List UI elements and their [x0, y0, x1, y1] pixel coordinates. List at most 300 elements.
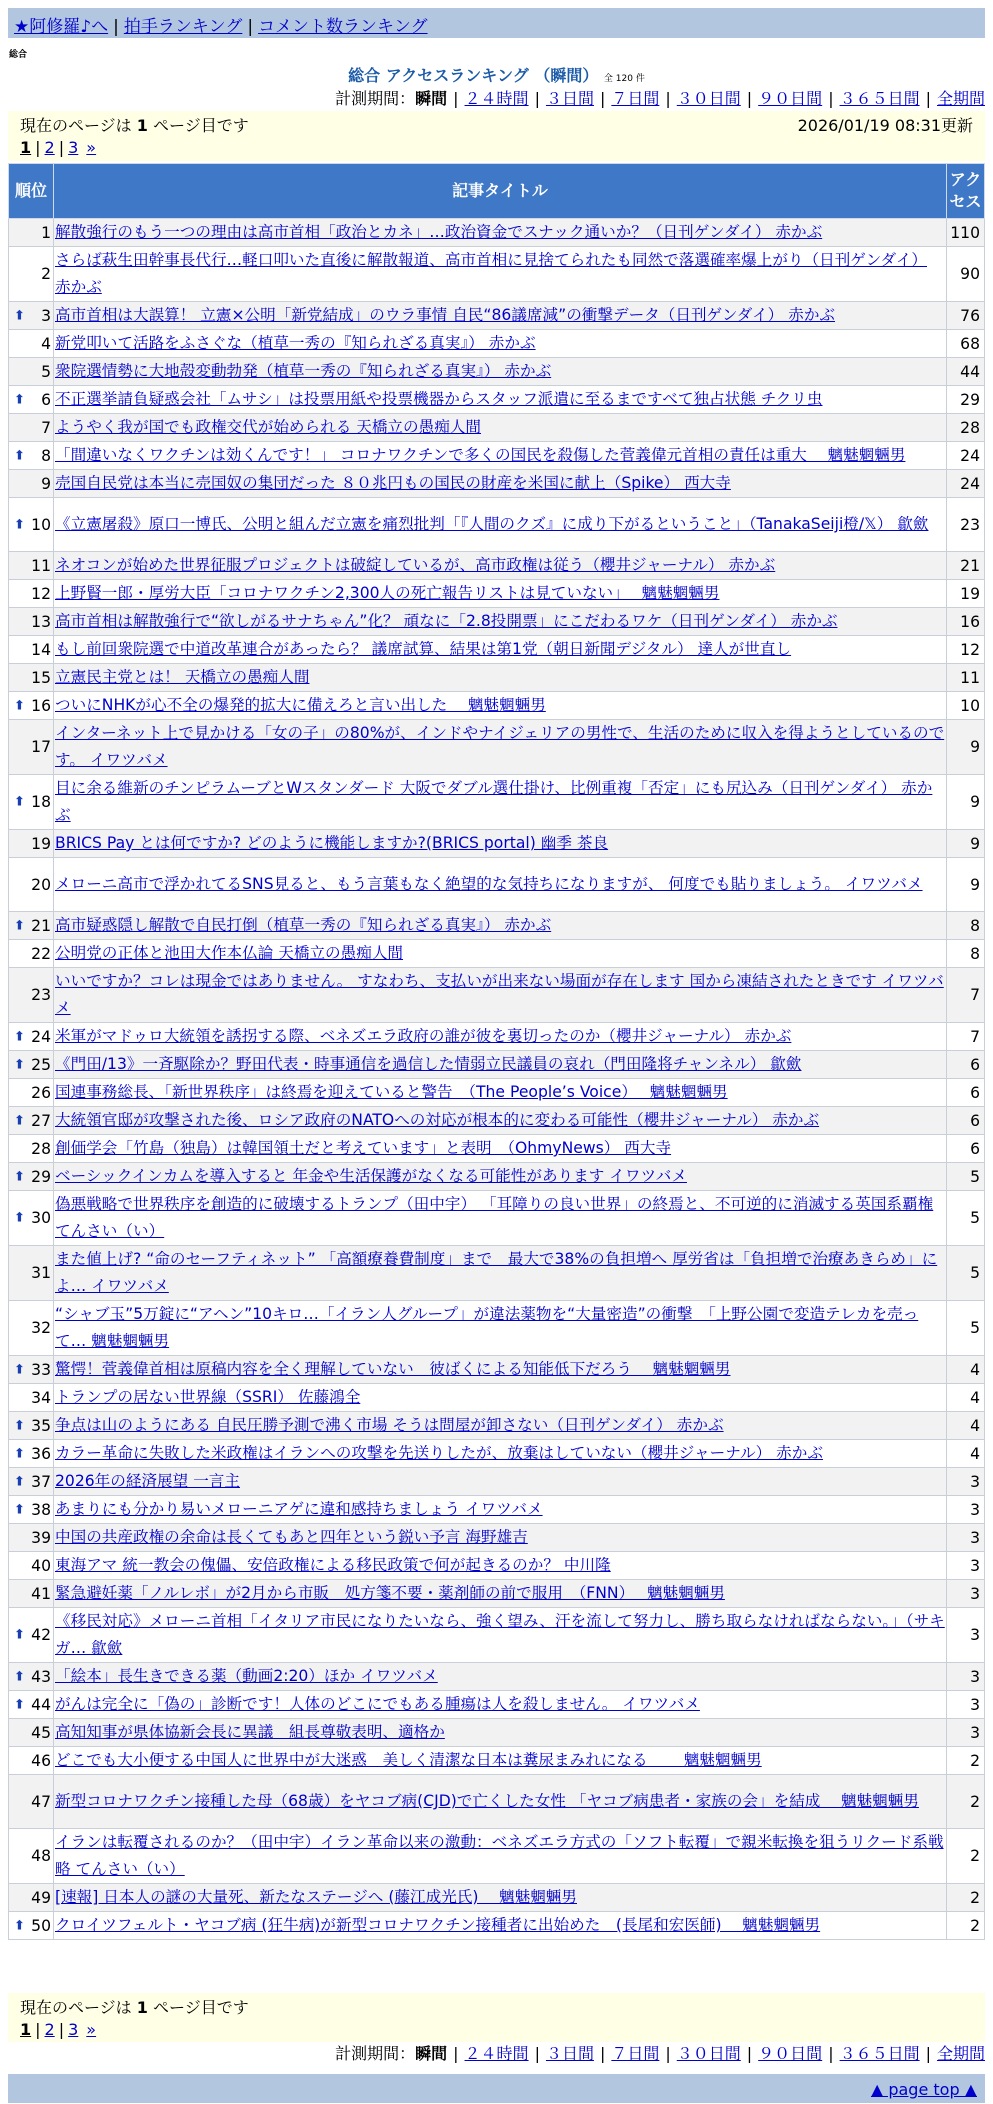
article-title-link[interactable]: 「絵本」長生きできる薬（動画2:20）ほか イワツバメ: [55, 1667, 438, 1685]
rank-up-arrow-icon: ⬆: [14, 1697, 25, 1712]
period-separator: |: [925, 89, 931, 108]
access-count: 4: [947, 1412, 985, 1440]
access-count: 8: [947, 912, 985, 940]
period-link[interactable]: ２４時間: [464, 2044, 529, 2063]
rank-cell: [9, 1775, 54, 1829]
period-link[interactable]: ９０日間: [758, 2044, 823, 2063]
period-link[interactable]: ３日間: [545, 2044, 594, 2063]
access-count: 11: [947, 664, 985, 692]
rank-up-arrow-icon: ⬆: [14, 1057, 25, 1072]
rank-number: 8: [41, 446, 51, 465]
title-cell: [54, 664, 947, 692]
title-cell: [54, 358, 947, 386]
table-row: [9, 1775, 985, 1829]
period-separator: |: [665, 89, 671, 108]
table-row: [9, 1747, 985, 1775]
rank-number: 9: [41, 474, 51, 493]
pager-top: [8, 111, 985, 161]
article-title-link[interactable]: メローニ高市で浮かれてるSNS見ると、もう言葉もなく絶望的な気持ちになりますが、 何度でも貼りましょう。 イワツバメ: [55, 875, 923, 893]
period-link[interactable]: 全期間: [936, 89, 985, 108]
article-title-link[interactable]: 公明党の正体と池田大作本仏論 天橋立の愚痴人間: [55, 944, 404, 962]
title-cell: [54, 219, 947, 247]
rank-number: 46: [31, 1751, 51, 1770]
access-count: 9: [947, 830, 985, 858]
rank-cell: [9, 1051, 54, 1079]
access-count: 21: [947, 552, 985, 580]
article-title-link[interactable]: どこでも大小便する中国人に世界中が大迷惑 美しく清潔な日本は糞尿まみれになる 魑魅魍魎男: [55, 1751, 762, 1769]
title-cell: [54, 302, 947, 330]
title-cell: [54, 1468, 947, 1496]
page-status: [20, 113, 249, 136]
table-row: [9, 1079, 985, 1107]
page-link[interactable]: 3: [68, 2020, 79, 2039]
period-link[interactable]: ９０日間: [758, 89, 823, 108]
article-title-link[interactable]: ベーシックインカムを導入すると 年金や生活保護がなくなる可能性があります イワツバメ: [55, 1167, 687, 1185]
title-cell: [54, 608, 947, 636]
article-title-link[interactable]: トランプの居ない世界線（SSRI） 佐藤鴻全: [55, 1388, 361, 1406]
clap-ranking-link[interactable]: 拍手ランキング: [123, 17, 243, 37]
article-title-link[interactable]: 不正選挙請負疑惑会社「ムサシ」は投票用紙や投票機器からスタッフ派遣に至るまですべて独占状態 チクリ虫: [55, 390, 823, 408]
period-link[interactable]: ３日間: [545, 89, 594, 108]
title-cell: [54, 1412, 947, 1440]
article-title-link[interactable]: 衆院選情勢に大地殻変動勃発（植草一秀の『知られざる真実』） 赤かぶ: [55, 362, 552, 380]
article-title-link[interactable]: 目に余る維新のチンピラムーブとWスタンダード 大阪でダブル選仕掛け、比例重複「否定」にも尻込み（日刊ゲンダイ） 赤かぶ: [55, 779, 933, 824]
rank-up-arrow-icon: ⬆: [14, 1113, 25, 1128]
page-link[interactable]: 3: [68, 138, 79, 157]
period-link[interactable]: ７日間: [611, 89, 660, 108]
article-title-link[interactable]: インターネット上で見かける「女の子」の80%が、インドやナイジェリアの男性で、生活のために収入を得ようとしているのです。 イワツバメ: [55, 724, 945, 769]
period-link[interactable]: ３０日間: [676, 2044, 741, 2063]
access-count: 3: [947, 1691, 985, 1719]
article-title-link[interactable]: 大統領官邸が攻撃された後、ロシア政府のNATOへの対応が根本的に変わる可能性（櫻井ジャーナル） 赤かぶ: [55, 1111, 820, 1129]
rank-number: 25: [31, 1055, 51, 1074]
article-title-link[interactable]: 米軍がマドゥロ大統領を誘拐する際、ベネズエラ政府の誰が彼を裏切ったのか（櫻井ジャーナル） 赤かぶ: [55, 1027, 792, 1045]
rank-cell: [9, 940, 54, 968]
article-title-link[interactable]: 《立憲屠殺》原口一博氏、公明と組んだ立憲を痛烈批判「『人間のクズ』に成り下がるということ」（TanakaSeiji橙/𝕏） 歙歛: [55, 515, 929, 533]
article-title-link[interactable]: 緊急避妊薬「ノルレボ」が2月から市販 処方箋不要・薬剤師の前で服用 （FNN） 魑魅魍魎男: [55, 1584, 725, 1602]
rank-cell: [9, 1552, 54, 1580]
title-cell: [54, 498, 947, 552]
title-cell: [54, 775, 947, 830]
title-cell: [54, 1912, 947, 1940]
title-cell: [54, 442, 947, 470]
table-row: [9, 775, 985, 830]
access-count: 7: [947, 1023, 985, 1051]
article-title-link[interactable]: イランは転覆されるのか？（田中宇）イラン革命以来の激動：ベネズエラ方式の「ソフト転覆」で親米転換を狙うリクード系戦略 てんさい（い）: [55, 1833, 944, 1878]
access-count: 29: [947, 386, 985, 414]
period-separator: |: [453, 89, 459, 108]
rank-number: 41: [31, 1584, 51, 1603]
period-separator: |: [746, 89, 753, 108]
title-cell: [54, 552, 947, 580]
article-title-link[interactable]: クロイツフェルト・ヤコブ病 (狂牛病)が新型コロナワクチン接種者に出始めた (長尾和宏医師) 魑魅魍魎男: [55, 1916, 821, 1934]
access-count: 5: [947, 1301, 985, 1356]
table-row: [9, 1524, 985, 1552]
rank-number: 28: [31, 1139, 51, 1158]
rank-number: 17: [31, 738, 51, 756]
period-current: 瞬間: [415, 2044, 448, 2063]
table-row: [9, 386, 985, 414]
next-page-link[interactable]: »: [86, 2020, 97, 2039]
table-row: [9, 219, 985, 247]
title-cell: [54, 1246, 947, 1301]
rank-cell: [9, 1747, 54, 1775]
rank-number: 22: [31, 944, 51, 963]
access-count: 76: [947, 302, 985, 330]
article-title-link[interactable]: カラー革命に失敗した米政権はイランへの攻撃を先送りしたが、放棄はしていない（櫻井ジャーナル） 赤かぶ: [55, 1444, 823, 1462]
access-count: 9: [947, 858, 985, 912]
period-link[interactable]: ３６５日間: [839, 89, 920, 108]
title-cell: [54, 1301, 947, 1356]
title-cell: [54, 1384, 947, 1412]
rank-number: 23: [31, 986, 51, 1004]
title-cell: [54, 1608, 947, 1663]
rank-cell: [9, 1163, 54, 1191]
title-cell: [54, 580, 947, 608]
updated-timestamp: 2026/01/19 08:31更新: [797, 116, 973, 135]
comment-ranking-link[interactable]: コメント数ランキング: [258, 17, 428, 37]
rank-number: 34: [31, 1388, 51, 1407]
table-row: [9, 1246, 985, 1301]
rank-number: 16: [31, 696, 51, 715]
rank-cell: [9, 1135, 54, 1163]
table-row: [9, 470, 985, 498]
article-title-link[interactable]: 売国自民党は本当に売国奴の集団だった ８０兆円もの国民の財産を米国に献上（Spike） 西大寺: [55, 474, 731, 492]
access-count: 6: [947, 1135, 985, 1163]
table-row: [9, 1107, 985, 1135]
access-count: 110: [947, 219, 985, 247]
article-title-link[interactable]: 上野賢一郎・厚労大臣「コロナワクチン2,300人の死亡報告リストは見ていない」 魑魅魍魎男: [55, 584, 720, 602]
rank-cell: [9, 636, 54, 664]
rank-number: 24: [31, 1027, 51, 1046]
access-count: 19: [947, 580, 985, 608]
rank-cell: [9, 302, 54, 330]
article-title-link[interactable]: 立憲民主党とは！ 天橋立の愚痴人間: [55, 668, 310, 686]
period-separator: |: [828, 2044, 834, 2063]
table-row: [9, 414, 985, 442]
rank-number: 45: [31, 1723, 51, 1742]
access-count: 3: [947, 1552, 985, 1580]
ranking-table: [8, 163, 985, 1940]
rank-number: 44: [31, 1695, 51, 1714]
table-row: [9, 1884, 985, 1912]
rank-up-arrow-icon: ⬆: [14, 448, 25, 463]
article-title-link[interactable]: もし前回衆院選で中道改革連合があったら？ 議席試算、結果は第1党（朝日新聞デジタル） 達人が世直し: [55, 640, 792, 658]
access-count: 3: [947, 1496, 985, 1524]
article-title-link[interactable]: 争点は山のようにある 自民圧勝予測で沸く市場 そうは問屋が卸さない（日刊ゲンダイ） 赤かぶ: [55, 1416, 724, 1434]
rank-number: 47: [31, 1792, 51, 1811]
rank-cell: [9, 247, 54, 302]
period-separator: |: [828, 89, 834, 108]
period-label: 計測期間：: [335, 2044, 416, 2063]
article-title-link[interactable]: 高市首相は解散強行で“欲しがるサナちゃん”化？ 頑なに「2.8投開票」にこだわるワケ（日刊ゲンダイ） 赤かぶ: [55, 612, 838, 630]
rank-cell: [9, 858, 54, 912]
article-title-link[interactable]: ネオコンが始めた世界征服プロジェクトは破綻しているが、高市政権は従う（櫻井ジャーナル） 赤かぶ: [55, 556, 776, 574]
rank-cell: [9, 1107, 54, 1135]
page-links: [20, 2020, 973, 2039]
current-page: 1: [20, 138, 32, 157]
rank-cell: [9, 498, 54, 552]
page-link[interactable]: 2: [44, 138, 55, 157]
rank-number: 5: [41, 362, 51, 381]
article-title-link[interactable]: 高市首相は大誤算！ 立憲×公明「新党結成」のウラ事情 自民“86議席減”の衝撃データ（日刊ゲンダイ） 赤かぶ: [55, 306, 836, 324]
rank-number: 32: [31, 1319, 51, 1337]
rank-up-arrow-icon: ⬆: [14, 1029, 25, 1044]
table-row: [9, 498, 985, 552]
article-title-link[interactable]: ようやく我が国でも政権交代が始められる 天橋立の愚痴人間: [55, 418, 481, 436]
page-top-link[interactable]: ▲ page top ▲: [870, 2080, 977, 2099]
top-nav-bar: [8, 8, 985, 38]
header-access: アクセス: [947, 164, 985, 219]
rank-cell: [9, 1191, 54, 1246]
table-row: [9, 1608, 985, 1663]
rank-number: 33: [31, 1360, 51, 1379]
table-row: [9, 1912, 985, 1940]
rank-cell: [9, 1079, 54, 1107]
rank-cell: [9, 608, 54, 636]
asyura-home-link[interactable]: ★阿修羅♪へ: [14, 17, 109, 37]
table-row: [9, 1191, 985, 1246]
title-cell: [54, 1163, 947, 1191]
article-title-link[interactable]: あまりにも分かり易いメローニアゲに違和感持ちましょう イワツバメ: [55, 1500, 543, 1518]
article-title-link[interactable]: 創価学会「竹島（独島）は韓国領土だと考えています」と表明 （OhmyNews） 西大寺: [55, 1139, 672, 1157]
rank-cell: [9, 552, 54, 580]
period-link[interactable]: ２４時間: [464, 89, 529, 108]
rank-number: 30: [31, 1209, 51, 1227]
access-count: 2: [947, 1829, 985, 1884]
table-row: [9, 858, 985, 912]
table-row: [9, 1829, 985, 1884]
article-title-link[interactable]: “シャブ玉”5万錠に“アヘン”10キロ…「イラン人グループ」が違法薬物を“大量密造”の衝撃 「上野公園で変造テレカを売って… 魑魅魍魎男: [55, 1305, 919, 1350]
article-title-link[interactable]: 新党叩いて活路をふさぐな（植草一秀の『知られざる真実』） 赤かぶ: [55, 334, 536, 352]
access-count: 2: [947, 1884, 985, 1912]
rank-cell: [9, 1496, 54, 1524]
rank-number: 49: [31, 1888, 51, 1907]
table-row: [9, 664, 985, 692]
period-separator: |: [925, 2044, 931, 2063]
table-row: [9, 552, 985, 580]
period-link[interactable]: ３６５日間: [839, 2044, 920, 2063]
title-cell: [54, 330, 947, 358]
period-current: 瞬間: [415, 89, 448, 108]
page-link[interactable]: 2: [44, 2020, 55, 2039]
access-count: 2: [947, 1912, 985, 1940]
article-title-link[interactable]: いいですか？コレは現金ではありません。 すなわち、支払いが出来ない場面が存在します 国から凍結されたときです イワツバメ: [55, 972, 944, 1017]
article-title-link[interactable]: 解散強行のもう一つの理由は高市首相「政治とカネ」…政治資金でスナック通いか？（日刊ゲンダイ） 赤かぶ: [55, 223, 823, 241]
article-title-link[interactable]: [速報] 日本人の謎の大量死、新たなステージへ (藤江成光氏) 魑魅魍魎男: [55, 1888, 577, 1906]
access-count: 5: [947, 1246, 985, 1301]
rank-cell: [9, 830, 54, 858]
rank-number: 21: [31, 916, 51, 935]
access-count: 6: [947, 1107, 985, 1135]
page-status-suffix: ページ目です: [147, 116, 249, 135]
table-row: [9, 442, 985, 470]
rank-cell: [9, 1884, 54, 1912]
table-row: [9, 968, 985, 1023]
table-row: [9, 1163, 985, 1191]
rank-cell: [9, 775, 54, 830]
table-row: [9, 912, 985, 940]
rank-number: 19: [31, 834, 51, 853]
rank-number: 36: [31, 1444, 51, 1463]
rank-cell: [9, 1663, 54, 1691]
article-title-link[interactable]: 2026年の経済展望 一言主: [55, 1472, 240, 1490]
access-count: 10: [947, 692, 985, 720]
rank-up-arrow-icon: ⬆: [14, 1474, 25, 1489]
period-selector-top: [335, 86, 985, 109]
rank-up-arrow-icon: ⬆: [14, 698, 25, 713]
page-status-prefix: 現在のページは: [20, 1998, 137, 2017]
rank-up-arrow-icon: ⬆: [14, 794, 25, 810]
rank-cell: [9, 1608, 54, 1663]
rank-cell: [9, 1912, 54, 1940]
article-title-link[interactable]: BRICS Pay とは何ですか? どのように機能しますか?(BRICS portal) 幽季 茶良: [55, 834, 609, 852]
period-separator: |: [534, 2044, 540, 2063]
rank-up-arrow-icon: ⬆: [14, 1918, 25, 1933]
page-title-block: [0, 63, 993, 86]
article-title-link[interactable]: 驚愕！菅義偉首相は原稿内容を全く理解していない 彼ばくによる知能低下だろう 魑魅魍魎男: [55, 1360, 731, 1378]
title-cell: [54, 1496, 947, 1524]
table-row: [9, 1496, 985, 1524]
access-count: 7: [947, 968, 985, 1023]
article-title-link[interactable]: 偽悪戦略で世界秩序を創造的に破壊するトランプ（田中宇） 「耳障りの良い世界」の終焉と、不可逆的に消滅する英国系覇権 てんさい（い）: [55, 1195, 934, 1240]
rank-number: 12: [31, 584, 51, 603]
table-row: [9, 1412, 985, 1440]
access-count: 3: [947, 1719, 985, 1747]
rank-number: 50: [31, 1916, 51, 1935]
table-row: [9, 247, 985, 302]
table-row: [9, 1580, 985, 1608]
table-row: [9, 1691, 985, 1719]
article-title-link[interactable]: 中国の共産政権の余命は長くてもあと四年という鋭い予言 海野雄吉: [55, 1528, 528, 1546]
access-count: 68: [947, 330, 985, 358]
rank-up-arrow-icon: ⬆: [14, 918, 25, 933]
rank-cell: [9, 1023, 54, 1051]
rank-cell: [9, 1301, 54, 1356]
page-separator: |: [35, 2020, 41, 2039]
article-title-link[interactable]: 国連事務総長、「新世界秩序」は終焉を迎えていると警告 （The People’s Voice） 魑魅魍魎男: [55, 1083, 728, 1101]
page-separator: |: [35, 138, 41, 157]
rank-cell: [9, 442, 54, 470]
access-count: 3: [947, 1580, 985, 1608]
rank-cell: [9, 1356, 54, 1384]
access-count: 3: [947, 1608, 985, 1663]
article-title-link[interactable]: 《移民対応》メローニ首相「イタリア市民になりたいなら、強く望み、汗を流して努力し、勝ち取らなければならない。」（サキガ… 歙歛: [55, 1612, 945, 1657]
access-count: 8: [947, 940, 985, 968]
period-link[interactable]: 全期間: [936, 2044, 985, 2063]
title-cell: [54, 692, 947, 720]
article-title-link[interactable]: 高市疑惑隠し解散で自民打倒（植草一秀の『知られざる真実』） 赤かぶ: [55, 916, 552, 934]
rank-up-arrow-icon: ⬆: [14, 1418, 25, 1433]
access-count: 4: [947, 1384, 985, 1412]
article-title-link[interactable]: 東海アマ 統一教会の傀儡、安倍政権による移民政策で何が起きるのか？ 中川隆: [55, 1556, 611, 1574]
access-count: 9: [947, 775, 985, 830]
article-title-link[interactable]: 高知知事が県体協新会長に異議 組長尊敬表明、適格か: [55, 1723, 445, 1741]
page-status-suffix: ページ目です: [147, 1998, 249, 2017]
access-count: 3: [947, 1524, 985, 1552]
rank-number: 42: [31, 1626, 51, 1644]
title-cell: [54, 1775, 947, 1829]
table-row: [9, 1023, 985, 1051]
rank-cell: [9, 1440, 54, 1468]
rank-cell: [9, 330, 54, 358]
rank-cell: [9, 692, 54, 720]
period-separator: |: [665, 2044, 671, 2063]
title-cell: [54, 386, 947, 414]
period-separator: |: [453, 2044, 459, 2063]
article-title-link[interactable]: 《門田/13》一斉駆除か？野田代表・時事通信を過信した情弱立民議員の哀れ（門田隆将チャンネル） 歙歛: [55, 1055, 802, 1073]
title-cell: [54, 1747, 947, 1775]
table-row: [9, 720, 985, 775]
period-link[interactable]: ３０日間: [676, 89, 741, 108]
title-cell: [54, 1051, 947, 1079]
table-row: [9, 1440, 985, 1468]
header-title: 記事タイトル: [54, 164, 947, 219]
title-cell: [54, 414, 947, 442]
rank-number: 48: [31, 1847, 51, 1865]
access-count: 3: [947, 1663, 985, 1691]
rank-number: 29: [31, 1167, 51, 1186]
table-row: [9, 330, 985, 358]
rank-number: 10: [31, 515, 51, 534]
page-status-number: 1: [136, 1998, 148, 2017]
title-cell: [54, 1191, 947, 1246]
rank-number: 13: [31, 612, 51, 631]
table-row: [9, 358, 985, 386]
rank-number: 38: [31, 1500, 51, 1519]
title-cell: [54, 1524, 947, 1552]
category-label: 総合: [9, 50, 28, 60]
table-row: [9, 1301, 985, 1356]
table-row: [9, 1384, 985, 1412]
rank-up-arrow-icon: ⬆: [14, 308, 25, 323]
title-cell: [54, 1884, 947, 1912]
access-count: 2: [947, 1775, 985, 1829]
access-count: 44: [947, 358, 985, 386]
rank-up-arrow-icon: ⬆: [14, 1669, 25, 1684]
article-title-link[interactable]: ついにNHKが心不全の爆発的拡大に備えろと言い出した 魑魅魍魎男: [55, 696, 546, 714]
period-link[interactable]: ７日間: [611, 2044, 660, 2063]
rank-number: 1: [41, 223, 51, 242]
article-title-link[interactable]: がんは完全に「偽の」診断です！人体のどこにでもある腫瘍は人を殺しません。 イワツバメ: [55, 1695, 700, 1713]
rank-number: 4: [41, 334, 51, 353]
access-count: 23: [947, 498, 985, 552]
rank-cell: [9, 1524, 54, 1552]
page-status-prefix: 現在のページは: [20, 116, 137, 135]
title-cell: [54, 1356, 947, 1384]
rank-number: 35: [31, 1416, 51, 1435]
pager-status-row: [20, 1995, 973, 2018]
period-label: 計測期間：: [335, 89, 416, 108]
article-title-link[interactable]: さらば萩生田幹事長代行…軽口叩いた直後に解散報道、高市首相に見捨てられたも同然で落選確率爆上がり（日刊ゲンダイ） 赤かぶ: [55, 251, 928, 296]
title-cell: [54, 940, 947, 968]
article-title-link[interactable]: また値上げ? “命のセーフティネット” 「高額療養費制度」まで 最大で38%の負担増へ 厚労省は「負担増で治療あきらめ」によ… イワツバメ: [55, 1250, 938, 1295]
table-row: [9, 1663, 985, 1691]
rank-number: 37: [31, 1472, 51, 1491]
next-page-link[interactable]: »: [86, 138, 97, 157]
rank-up-arrow-icon: ⬆: [14, 517, 25, 532]
table-row: [9, 1468, 985, 1496]
rank-up-arrow-icon: ⬆: [14, 392, 25, 407]
title-cell: [54, 1135, 947, 1163]
access-count: 3: [947, 1468, 985, 1496]
access-count: 4: [947, 1356, 985, 1384]
access-count: 28: [947, 414, 985, 442]
current-page: 1: [20, 2020, 32, 2039]
article-title-link[interactable]: 「間違いなくワクチンは効くんです！」 コロナワクチンで多くの国民を殺傷した菅義偉元首相の責任は重大 魑魅魍魎男: [55, 446, 906, 464]
article-title-link[interactable]: 新型コロナワクチン接種した母（68歳）をヤコブ病(CJD)で亡くした女性 「ヤコブ病患者・家族の会」を結成 魑魅魍魎男: [55, 1792, 919, 1810]
title-cell: [54, 1107, 947, 1135]
